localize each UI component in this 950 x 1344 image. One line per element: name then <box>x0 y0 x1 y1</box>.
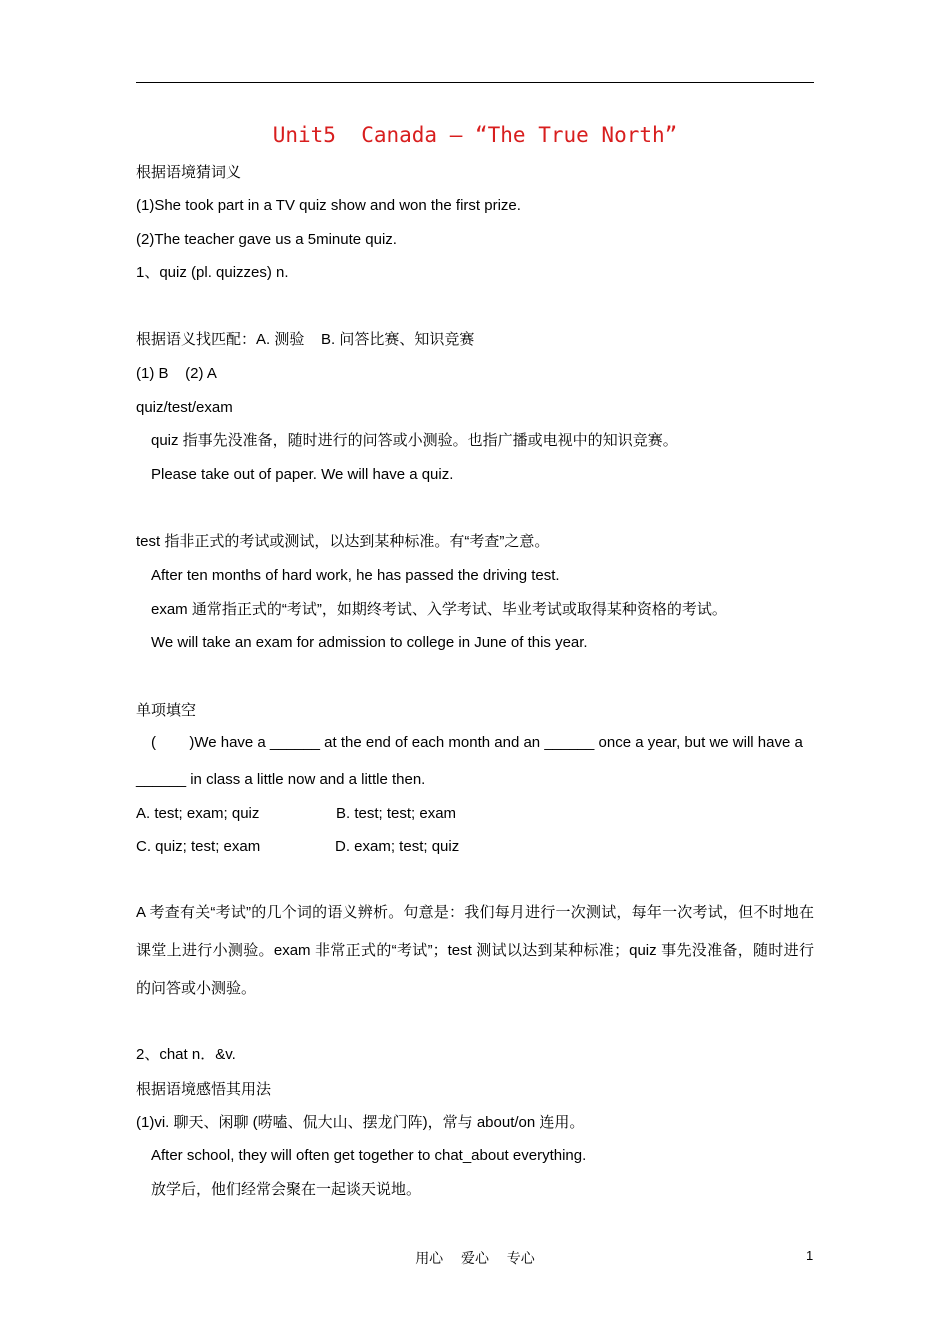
example-sentence: Please take out of paper. We will have a quiz. <box>151 466 454 483</box>
definition-text: exam 通常指正式的“考试”，如期终考试、入学考试、毕业考试或取得某种资格的考试。 <box>151 601 727 618</box>
header-rule <box>136 82 814 83</box>
section-heading: 根据语义找匹配：A. 测验 B. 问答比赛、知识竞赛 <box>136 331 475 348</box>
section-heading: 单项填空 <box>136 702 197 719</box>
page-footer: 用心 爱心 专心 <box>415 1251 535 1267</box>
page-number: 1 <box>806 1248 814 1263</box>
option-a: A. test; exam; quiz <box>136 805 260 822</box>
example-sentence: (2)The teacher gave us a 5minute quiz. <box>136 231 397 248</box>
question-text: ______ in class a little now and a little then. <box>136 771 426 788</box>
option-b: B. test; test; exam <box>336 805 457 822</box>
vocab-heading: 1、quiz (pl. quizzes) n. <box>136 264 289 281</box>
definition-text: test 指非正式的考试或测试，以达到某种标准。有“考查”之意。 <box>136 533 550 550</box>
example-sentence: After ten months of hard work, he has passed the driving test. <box>151 567 560 584</box>
example-sentence: We will take an exam for admission to college in June of this year. <box>151 634 588 651</box>
page-title: Unit5 Canada — “The True North” <box>272 123 678 147</box>
answer-explanation: A 考查有关“考试”的几个词的语义辨析。句意是：我们每月进行一次测试，每年一次考试，但不时地在课堂上进行小测验。exam 非常正式的“考试”；test 测试以达到某种标准；quiz 事先没准备，随时进行的问答或小测验。 <box>136 904 814 997</box>
question-text: ( )We have a ______ at the end of each month and an ______ once a year, but we will have a <box>151 734 803 751</box>
example-sentence: After school, they will often get together to chat_about everything. <box>151 1147 587 1164</box>
definition-text: (1)vi. 聊天、闲聊 (唠嗑、侃大山、摆龙门阵)，常与 about/on 连用。 <box>136 1114 585 1131</box>
example-sentence: (1)She took part in a TV quiz show and won the first prize. <box>136 197 521 214</box>
subheading: quiz/test/exam <box>136 399 233 416</box>
section-heading: 根据语境感悟其用法 <box>136 1081 272 1098</box>
option-c: C. quiz; test; exam <box>136 838 261 855</box>
option-d: D. exam; test; quiz <box>335 838 460 855</box>
definition-text: quiz 指事先没准备，随时进行的问答或小测验。也指广播或电视中的知识竞赛。 <box>151 432 678 449</box>
vocab-heading: 2、chat n．&v. <box>136 1046 236 1063</box>
answer-line: (1) B (2) A <box>136 365 217 382</box>
section-heading: 根据语境猜词义 <box>136 164 242 181</box>
translation-text: 放学后，他们经常会聚在一起谈天说地。 <box>151 1181 422 1198</box>
